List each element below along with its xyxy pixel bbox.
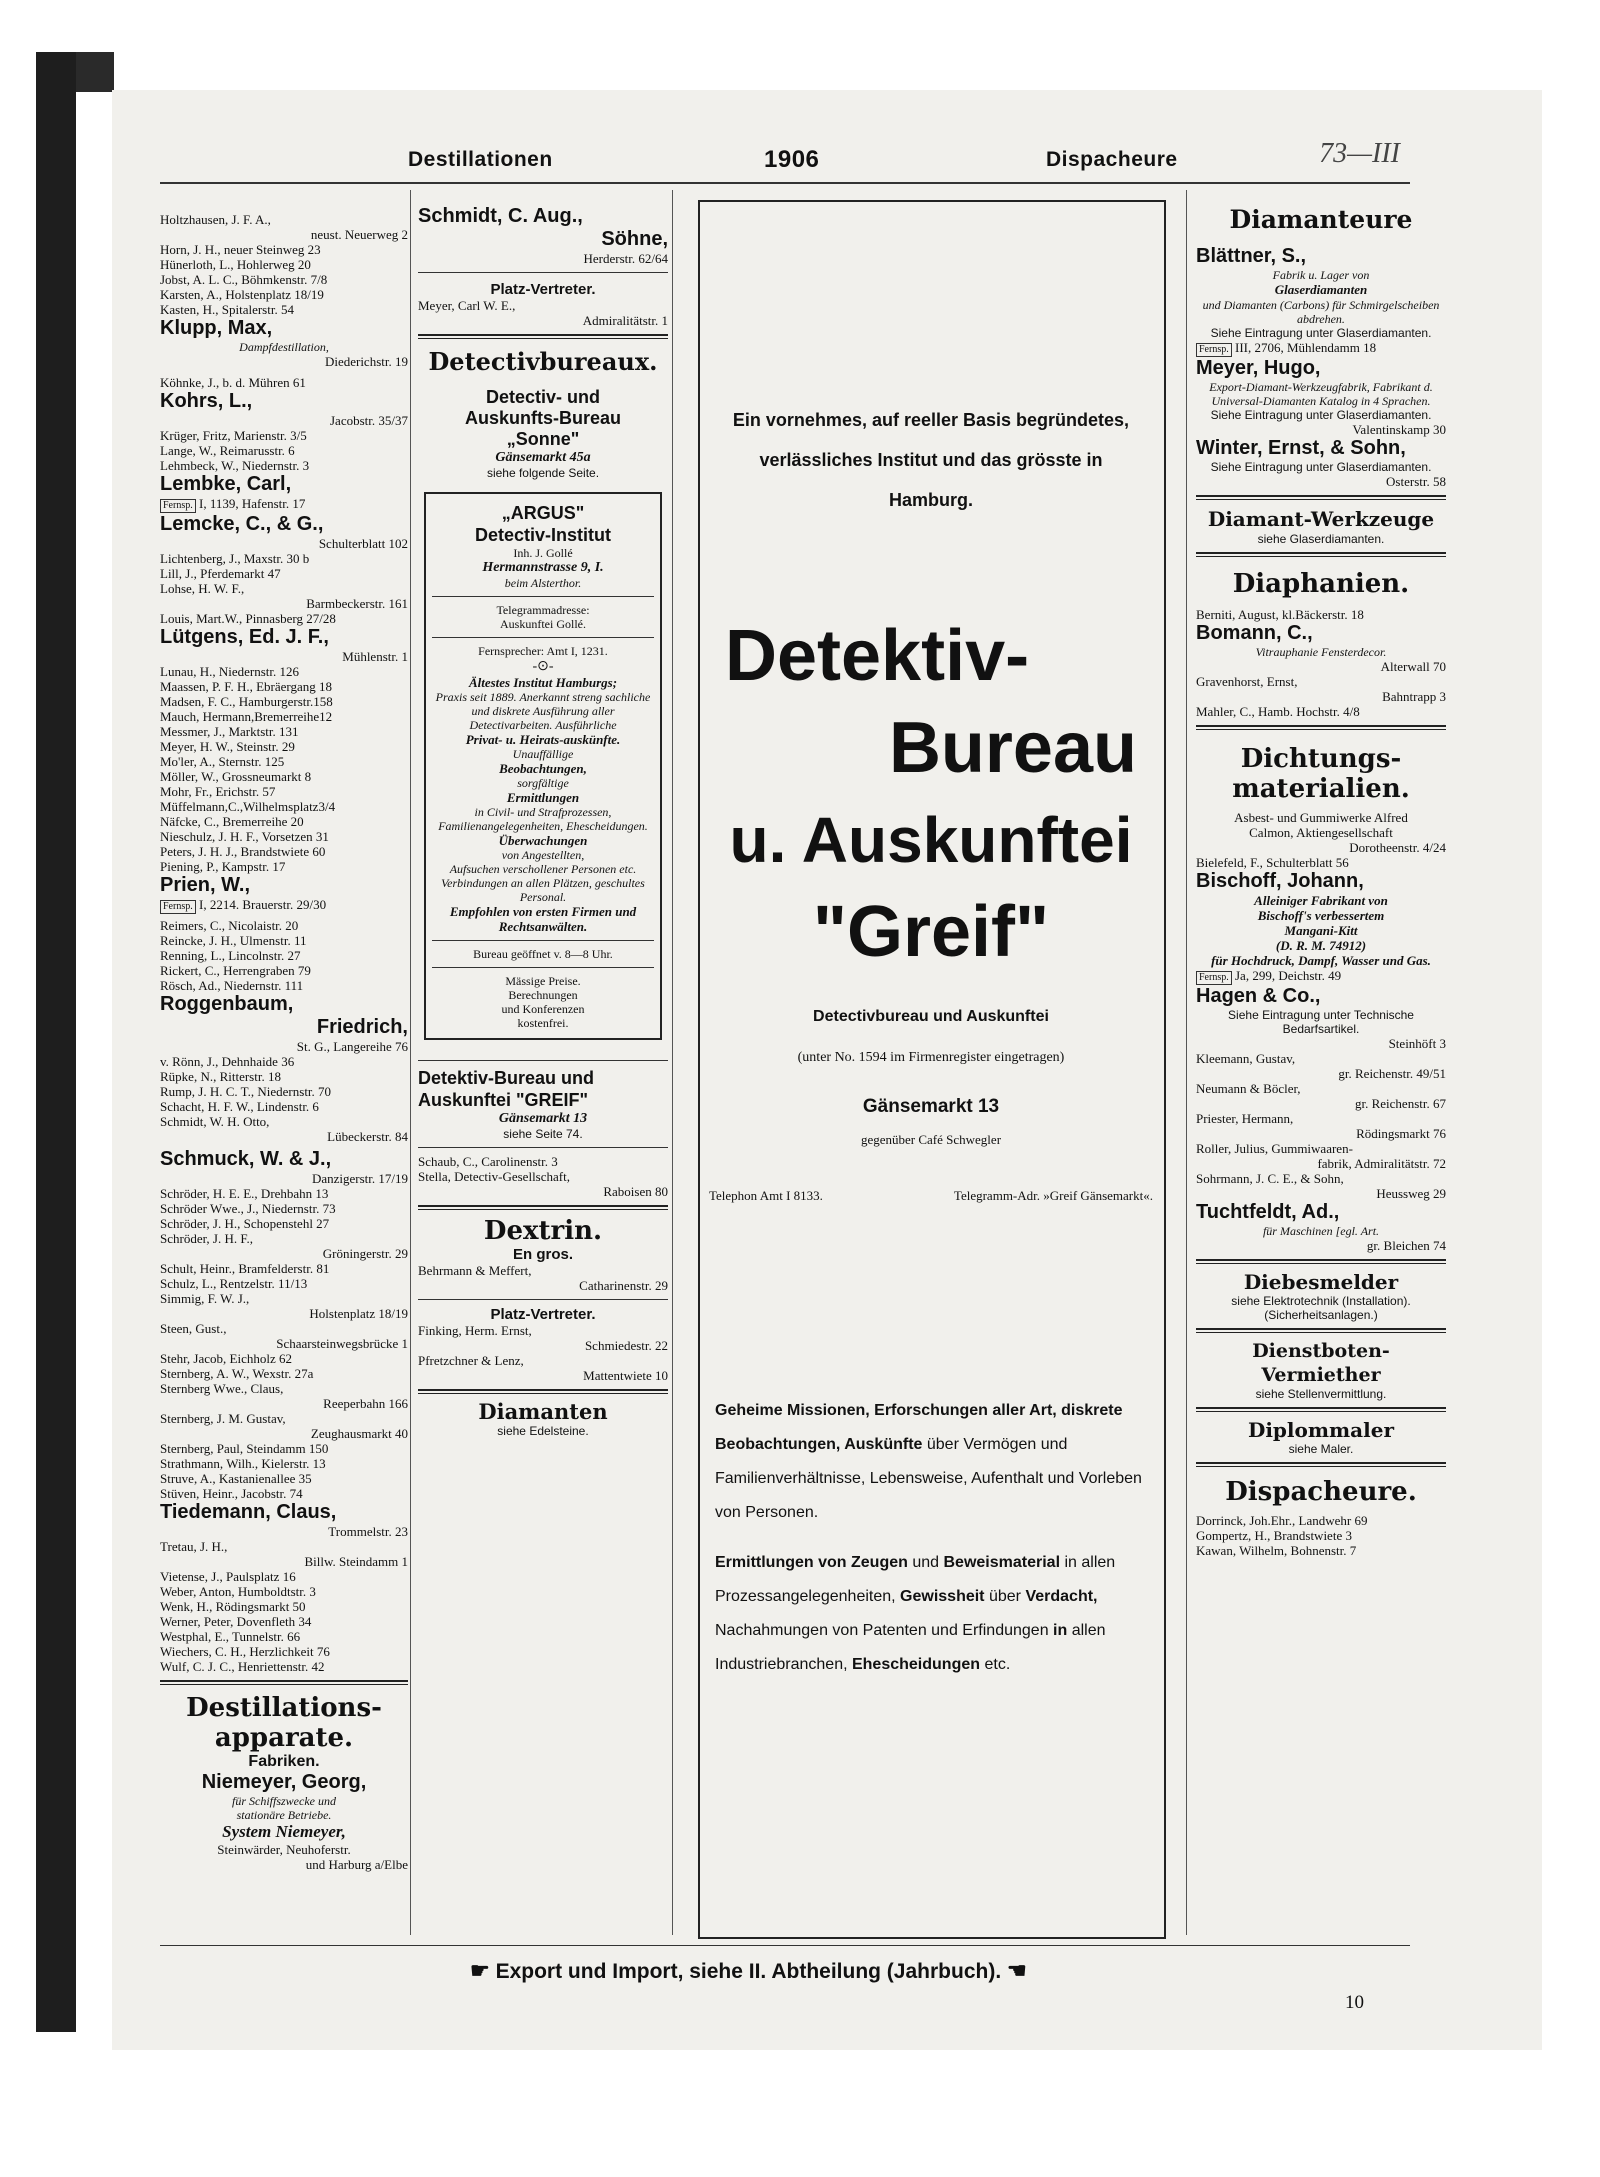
section-heading: Dichtungs- [1240, 744, 1402, 774]
entry-addr: Admiralitätstr. 1 [582, 313, 668, 328]
ad-title: Detectiv-Institut [474, 525, 611, 545]
entry: Lange, W., Reimarusstr. 6 [160, 443, 295, 458]
entry: Mauch, Hermann,Bremerreihe12 [160, 709, 333, 724]
pointing-hand-icon: ☛ [470, 1958, 490, 1983]
entry: Strathmann, Wilh., Kielerstr. 13 [160, 1456, 326, 1471]
subheading: En gros. [512, 1246, 573, 1263]
ad-owner: Inh. J. Gollé [513, 546, 573, 560]
entry: Stüven, Heinr., Jacobstr. 74 [160, 1486, 303, 1501]
ad-text: und Konferenzen [501, 1002, 585, 1016]
section-heading: Dienstboten-Vermiether [1252, 1340, 1390, 1386]
ad-text: Berechnungen [508, 988, 578, 1002]
ad-text: Auskunftei Gollé. [500, 617, 586, 631]
ad-subtitle: Detectivbureau und Auskunftei [813, 1008, 1049, 1025]
bold-entry-name: Lütgens, Ed. J. F., [160, 626, 329, 648]
entry-addr: Steinhöft 3 [1388, 1036, 1446, 1051]
entry: Schult, Heinr., Bramfelderstr. 81 [160, 1261, 330, 1276]
bold-entry-name: Niemeyer, Georg, [201, 1771, 367, 1793]
entry: Fernsp. I, 1139, Hafenstr. 17 [160, 496, 408, 513]
ad-note: beim Alsterthor. [504, 576, 582, 590]
entry-desc: und Diamanten (Carbons) für Schmirgelscheiben abdrehen. [1202, 298, 1440, 326]
entry: Gompertz, H., Brandstwiete 3 [1196, 1528, 1352, 1543]
ad-text: Unauffällige [512, 747, 574, 761]
section-heading: Diplommaler [1247, 1418, 1394, 1442]
ornament-icon: -⊙- [532, 659, 554, 674]
entry: Finking, Herm. Ernst, Schmiedestr. 22 [418, 1323, 668, 1353]
section-rule [1196, 1259, 1446, 1264]
section-rule [160, 1680, 408, 1685]
see-also: Siehe Eintragung unter Glaserdiamanten. [1210, 408, 1432, 422]
entry: Rüpke, N., Ritterstr. 18 [160, 1069, 281, 1084]
section-rule [1196, 495, 1446, 500]
entry: Schröder, J. H. F., Gröningerstr. 29 [160, 1231, 408, 1261]
entry: Meyer, H. W., Steinstr. 29 [160, 739, 295, 754]
entry: Kasten, H., Spitalerstr. 54 [160, 302, 294, 317]
entry: Lohse, H. W. F., Barmbeckerstr. 161 [160, 581, 408, 611]
see-also: Siehe Eintragung unter Technische Bedarfsartikel. [1228, 1008, 1414, 1036]
subheading: Platz-Vertreter. [490, 281, 596, 298]
phone-badge: Fernsp. [1196, 343, 1232, 357]
entry: Weber, Anton, Humboldtstr. 3 [160, 1584, 316, 1599]
entry: Wiechers, C. H., Herzlichkeit 76 [160, 1644, 330, 1659]
entry-desc: Bischoff's verbessertem [1257, 908, 1385, 923]
ad-intro: Ein vornehmes, auf reeller Basis begründetes, verlässliches Institut und das grösste in Hamburg. [732, 410, 1130, 510]
entry: Sternberg, Paul, Steindamm 150 [160, 1441, 329, 1456]
see-also: siehe Edelsteine. [497, 1424, 589, 1438]
ad-text: Privat- u. Heirats-auskünfte. [465, 732, 621, 747]
ad-address: Gänsemarkt 13 [862, 1096, 1000, 1117]
bold-entry-name: Tuchtfeldt, Ad., [1196, 1201, 1340, 1223]
ad-title: Detectiv- und [485, 387, 600, 407]
section-rule [418, 1205, 668, 1210]
divider [418, 272, 668, 273]
ad-text: sorgfältige [517, 776, 569, 790]
section-heading: Dextrin. [483, 1216, 603, 1246]
entry: Neumann & Böcler, gr. Reichenstr. 67 [1196, 1081, 1446, 1111]
bold-entry-name: Schmuck, W. & J., [160, 1148, 332, 1170]
see-also: Siehe Eintragung unter Glaserdiamanten. [1210, 460, 1432, 474]
entry: Sternberg Wwe., Claus, Reeperbahn 166 [160, 1381, 408, 1411]
entry: Lehmbeck, W., Niedernstr. 3 [160, 458, 310, 473]
bold-entry-name: Lemcke, C., & G., [160, 513, 324, 535]
entry-desc: Fabrik u. Lager von [1272, 268, 1370, 282]
entry: Hünerloth, L., Hohlerweg 20 [160, 257, 311, 272]
ad-address: Gänsemarkt 45a [495, 450, 591, 465]
phone-badge: Fernsp. [160, 900, 196, 914]
bold-entry-name: Prien, W., [160, 874, 251, 896]
entry-addr: St. G., Langereihe 76 [296, 1039, 408, 1054]
section-rule [1196, 1407, 1446, 1412]
header-left: Destillationen [408, 148, 553, 171]
subheading: Fabriken. [248, 1753, 320, 1770]
ad-address: Gänsemarkt 13 [498, 1111, 588, 1126]
section-heading: Detectivbureaux. [428, 347, 658, 376]
section-heading: Dispacheure. [1225, 1477, 1417, 1507]
ad-text: Beobachtungen, [499, 761, 587, 776]
entry: Behrmann & Meffert, Catharinenstr. 29 [418, 1263, 668, 1293]
section-rule [1196, 552, 1446, 557]
ad-text: kostenfrei. [517, 1016, 569, 1030]
column-2 [418, 205, 668, 1945]
bold-entry-name: Bomann, C., [1196, 622, 1313, 644]
page-number: 10 [1345, 1992, 1364, 2013]
entry: Rump, J. H. C. T., Niedernstr. 70 [160, 1084, 332, 1099]
bold-entry-name: Roggenbaum, [160, 993, 294, 1015]
ad-text: Aufsuchen verschollener Personen etc. [449, 862, 637, 876]
entry: Stehr, Jacob, Eichholz 62 [160, 1351, 292, 1366]
entry: Möller, W., Grossneumarkt 8 [160, 769, 312, 784]
entry-desc: Dampfdestillation, [239, 340, 329, 354]
entry: Schröder Wwe., J., Niedernstr. 73 [160, 1201, 336, 1216]
entry-addr: Osterstr. 58 [1386, 474, 1446, 489]
entry-desc: stationäre Betriebe. [236, 1808, 332, 1822]
footer-text: Export und Import, siehe II. Abtheilung (Jahrbuch). [495, 1960, 1002, 1983]
entry: Priester, Hermann, Rödingsmarkt 76 [1196, 1111, 1446, 1141]
section-rule [1196, 1462, 1446, 1467]
ad-note: siehe Seite 74. [503, 1127, 583, 1141]
ad-title: Detektiv-Bureau und [418, 1068, 595, 1088]
entry: Messmer, J., Marktstr. 131 [160, 724, 299, 739]
section-rule [1196, 725, 1446, 730]
ad-text: von Angestellten, [501, 848, 585, 862]
ad-text: Verbindungen an allen Plätzen, geschultes Personal. [441, 876, 645, 904]
ad-note: siehe folgende Seite. [486, 466, 600, 480]
section-heading: Diamant-Werkzeuge [1207, 507, 1435, 531]
ad-text: Empfohlen von ersten Firmen und Rechtsanwälten. [449, 904, 637, 934]
ad-text: in Civil- und Strafprozessen, Familienangelegenheiten, Ehescheidungen. [438, 805, 648, 833]
entry-desc: Mangani-Kitt [1284, 923, 1358, 938]
see-also: siehe Stellenvermittlung. [1255, 1387, 1387, 1401]
ad-title: „ARGUS" [501, 503, 585, 523]
ad-paragraph: Geheime Missionen, Erforschungen aller Art, diskrete Beobachtungen, Auskünfte über Vermögen und Familienverhältnisse, Lebensweise, Aufenthalt und Vorleben von Personen. [715, 1402, 1142, 1521]
entry: Horn, J. H., neuer Steinweg 23 [160, 242, 321, 257]
entry: Rickert, C., Herrengraben 79 [160, 963, 311, 978]
entry: Mohr, Fr., Erichstr. 57 [160, 784, 276, 799]
entry-addr: Herderstr. 62/64 [583, 251, 668, 266]
section-heading: apparate. [214, 1723, 354, 1753]
divider [432, 940, 654, 941]
ad-address: Hermannstrasse 9, I. [482, 560, 604, 575]
entry: Dorrinck, Joh.Ehr., Landwehr 69 [1196, 1513, 1368, 1528]
entry: Pfretzchner & Lenz, Mattentwiete 10 [418, 1353, 668, 1383]
entry: Näfcke, C., Bremerreihe 20 [160, 814, 304, 829]
bold-entry-name: Lembke, Carl, [160, 473, 292, 495]
ad-headline: Detektiv- [725, 616, 1030, 696]
entry: Maassen, P. F. H., Ebräergang 18 [160, 679, 333, 694]
bold-entry-name: Blättner, S., [1196, 245, 1307, 267]
entry-addr: und Harburg a/Elbe [305, 1857, 408, 1872]
section-heading: Diebesmelder [1243, 1270, 1399, 1294]
section-rule [418, 334, 668, 339]
entry: Peters, J. H. J., Brandstwiete 60 [160, 844, 326, 859]
entry-addr: Danzigerstr. 17/19 [311, 1171, 408, 1186]
section-heading: Diaphanien. [1232, 569, 1410, 599]
see-also: siehe Maler. [1288, 1442, 1354, 1456]
bold-entry-name: Söhne, [601, 228, 668, 250]
entry: Schacht, H. F. W., Lindenstr. 6 [160, 1099, 319, 1114]
entry: Bielefeld, F., Schulterblatt 56 [1196, 855, 1349, 870]
ad-title: Auskunfts-Bureau [464, 408, 621, 428]
ad-title: „Sonne" [506, 429, 580, 449]
subheading: Platz-Vertreter. [490, 1306, 596, 1323]
ad-register: (unter No. 1594 im Firmenregister eingetragen) [797, 1050, 1065, 1065]
ad-contact [705, 1188, 1157, 1204]
column-1 [160, 212, 408, 1952]
column-4 [1196, 205, 1446, 1945]
ad-text: Mässige Preise. [505, 974, 581, 988]
header-page-ref: 73—III [1319, 138, 1400, 169]
section-heading: Destillations- [186, 1693, 382, 1723]
entry: Steen, Gust., Schaarsteinwegsbrücke 1 [160, 1321, 408, 1351]
entry: Rösch, Ad., Niedernstr. 111 [160, 978, 304, 993]
entry: Calmon, Aktiengesellschaft [1249, 825, 1393, 840]
bold-entry-name: Winter, Ernst, & Sohn, [1196, 437, 1406, 459]
entry-desc: für Schiffszwecke und [232, 1794, 336, 1808]
entry-desc: (D. R. M. 74912) [1275, 938, 1367, 953]
see-also: Siehe Eintragung unter Glaserdiamanten. [1210, 326, 1432, 340]
ad-text: Fernsprecher: Amt I, 1231. [478, 644, 608, 658]
ad-headline: u. Auskunftei [729, 804, 1133, 876]
header-rule [160, 182, 1410, 184]
entry: Meyer, Carl W. E., [418, 298, 516, 313]
entry: Mo'ler, A., Sternstr. 125 [160, 754, 285, 769]
entry: Reincke, J. H., Ulmenstr. 11 [160, 933, 307, 948]
bold-entry-name: Kohrs, L., [160, 390, 253, 412]
entry: Renning, L., Lincolnstr. 27 [160, 948, 301, 963]
divider [432, 596, 654, 597]
bold-entry-name: Schmidt, C. Aug., [418, 205, 583, 227]
entry-addr: Valentinskamp 30 [1352, 422, 1446, 437]
entry: Krüger, Fritz, Marienstr. 3/5 [160, 428, 307, 443]
entry-addr: Alterwall 70 [1380, 659, 1446, 674]
section-heading: Diamanteure [1229, 205, 1413, 234]
entry: Reimers, C., Nicolaistr. 20 [160, 918, 299, 933]
entry: Sternberg, J. M. Gustav, Zeughausmarkt 40 [160, 1411, 408, 1441]
divider [418, 1299, 668, 1300]
entry: Lunau, H., Niedernstr. 126 [160, 664, 300, 679]
entry: Kleemann, Gustav, gr. Reichenstr. 49/51 [1196, 1051, 1446, 1081]
entry: Lill, J., Pferdemarkt 47 [160, 566, 281, 581]
entry: Gravenhorst, Ernst, Bahntrapp 3 [1196, 674, 1446, 704]
entry-desc: Glaserdiamanten [1274, 282, 1368, 297]
entry: Schulz, L., Rentzelstr. 11/13 [160, 1276, 308, 1291]
entry: Sternberg, A. W., Wexstr. 27a [160, 1366, 314, 1381]
bold-entry-name: Bischoff, Johann, [1196, 870, 1364, 892]
entry: Westphal, E., Tunnelstr. 66 [160, 1629, 301, 1644]
argus-ad-box [424, 492, 662, 1040]
entry: Fernsp. Ja, 299, Deichstr. 49 [1196, 968, 1446, 985]
entry: Steinwärder, Neuhoferstr. [217, 1842, 351, 1857]
column-rule [1186, 190, 1187, 1935]
entry: Jobst, A. L. C., Böhmkenstr. 7/8 [160, 272, 328, 287]
bold-entry-name: Klupp, Max, [160, 317, 273, 339]
entry: Nieschulz, J. H. F., Vorsetzen 31 [160, 829, 329, 844]
entry: Schröder, J. H., Schopenstehl 27 [160, 1216, 330, 1231]
ad-paragraph: Ermittlungen von Zeugen und Beweismaterial in allen Prozessangelegenheiten, Gewissheit über Verdacht, Nachahmungen von Patenten und Erfindungen in allen Industriebranchen, Ehescheidungen etc. [715, 1554, 1116, 1673]
entry: Schmidt, W. H. Otto, Lübeckerstr. 84 [160, 1114, 408, 1144]
entry: Stella, Detectiv-Gesellschaft, Raboisen 80 [418, 1169, 668, 1199]
see-also: siehe Elektrotechnik (Installation). (Sicherheitsanlagen.) [1231, 1294, 1411, 1322]
entry-addr: Dorotheenstr. 4/24 [1349, 840, 1446, 855]
phone-badge: Fernsp. [160, 499, 196, 513]
entry-desc: Export-Diamant-Werkzeugfabrik, Fabrikant d. Universal-Diamanten Katalog in 4 Sprachen. [1209, 380, 1433, 408]
section-rule [418, 1389, 668, 1394]
ad-phone: Telephon Amt I 8133. [709, 1188, 823, 1203]
entry: Werner, Peter, Dovenfleth 34 [160, 1614, 312, 1629]
entry-addr: Jacobstr. 35/37 [330, 413, 408, 428]
bold-entry-name: Tiedemann, Claus, [160, 1501, 337, 1523]
entry-addr: Schulterblatt 102 [318, 536, 408, 551]
bold-entry-name: Friedrich, [316, 1016, 408, 1038]
bold-entry-name: Hagen & Co., [1196, 985, 1321, 1007]
header-right: Dispacheure [1046, 148, 1178, 171]
entry: Piening, P., Kampstr. 17 [160, 859, 286, 874]
entry: Müffelmann,C.,Wilhelmsplatz3/4 [160, 799, 336, 814]
entry: Vietense, J., Paulsplatz 16 [160, 1569, 296, 1584]
scan-binding [36, 52, 76, 2032]
entry-desc: für Hochdruck, Dampf, Wasser und Gas. [1211, 953, 1431, 968]
entry: Sohrmann, J. C. E., & Sohn, Heussweg 29 [1196, 1171, 1446, 1201]
entry: Mahler, C., Hamb. Hochstr. 4/8 [1196, 704, 1360, 719]
footer-rule [160, 1945, 1410, 1946]
entry-desc: für Maschinen [egl. Art. [1262, 1224, 1380, 1238]
section-rule [1196, 1328, 1446, 1333]
entry: Schröder, H. E. E., Drehbahn 13 [160, 1186, 329, 1201]
bold-entry-name: Meyer, Hugo, [1196, 357, 1321, 379]
entry: Roller, Julius, Gummiwaaren- fabrik, Admiralitätstr. 72 [1196, 1141, 1446, 1171]
entry: Berniti, August, kl.Bäckerstr. 18 [1196, 607, 1364, 622]
entry-addr: Diederichstr. 19 [324, 354, 408, 369]
entry: Fernsp. III, 2706, Mühlendamm 18 [1196, 340, 1446, 357]
entry: Struve, A., Kastanienallee 35 [160, 1471, 312, 1486]
section-heading: Diamanten [478, 1399, 608, 1424]
entry: Louis, Mart.W., Pinnasberg 27/28 [160, 611, 336, 626]
ad-note: gegenüber Café Schwegler [860, 1132, 1002, 1147]
phone-badge: Fernsp. [1196, 971, 1232, 985]
see-also: siehe Glaserdiamanten. [1257, 532, 1385, 546]
entry: Schaub, C., Carolinenstr. 3 [418, 1154, 558, 1169]
ad-telegram: Telegramm-Adr. »Greif Gänsemarkt«. [953, 1188, 1153, 1203]
ad-headline: Bureau [888, 708, 1137, 788]
entry-addr: Mühlenstr. 1 [342, 649, 408, 664]
divider [432, 967, 654, 968]
entry: Köhnke, J., b. d. Mühren 61 [160, 375, 306, 390]
entry: Wenk, H., Rödingsmarkt 50 [160, 1599, 306, 1614]
column-rule [672, 190, 673, 1935]
ad-text: Praxis seit 1889. Anerkannt streng sachliche und diskrete Ausführung aller Detectivarbeiten. Ausführliche [435, 690, 651, 732]
entry: Asbest- und Gummiwerke Alfred [1234, 810, 1408, 825]
ad-text: Überwachungen [498, 833, 588, 848]
ad-text: Ältestes Institut Hamburgs; [468, 675, 618, 690]
pointing-hand-icon: ☚ [1007, 1958, 1027, 1983]
entry: Tretau, J. H., Billw. Steindamm 1 [160, 1539, 408, 1569]
entry-desc: System Niemeyer, [222, 1822, 346, 1841]
ad-text: Telegrammadresse: [496, 603, 590, 617]
entry: Simmig, F. W. J., Holstenplatz 18/19 [160, 1291, 408, 1321]
entry: Kawan, Wilhelm, Bohnenstr. 7 [1196, 1543, 1357, 1558]
entry: Madsen, F. C., Hamburgerstr.158 [160, 694, 333, 709]
entry-desc: Vitrauphanie Fensterdecor. [1255, 645, 1387, 659]
column-rule [410, 190, 411, 1935]
entry: Wulf, C. J. C., Henriettenstr. 42 [160, 1659, 325, 1674]
footer-note [470, 1958, 1027, 1984]
entry: Lichtenberg, J., Maxstr. 30 b [160, 551, 310, 566]
header-year: 1906 [764, 146, 820, 173]
section-heading: materialien. [1232, 774, 1410, 804]
entry: Karsten, A., Holstenplatz 18/19 [160, 287, 324, 302]
greif-ad [705, 205, 1157, 1930]
entry: Fernsp. I, 2214. Brauerstr. 29/30 [160, 897, 408, 914]
ad-title: Auskunftei "GREIF" [418, 1090, 589, 1110]
entry: Holtzhausen, J. F. A., neust. Neuerweg 2 [160, 212, 408, 242]
divider [418, 1060, 668, 1061]
entry-addr: gr. Bleichen 74 [1366, 1238, 1446, 1253]
entry: v. Rönn, J., Dehnhaide 36 [160, 1054, 295, 1069]
ad-text: Bureau geöffnet v. 8—8 Uhr. [473, 947, 613, 961]
entry-desc: Alleiniger Fabrikant von [1254, 893, 1388, 908]
entry-addr: Trommelstr. 23 [328, 1524, 408, 1539]
divider [432, 637, 654, 638]
ad-text: Ermittlungen [506, 790, 580, 805]
ad-headline: "Greif" [812, 892, 1050, 972]
divider [418, 1147, 668, 1148]
